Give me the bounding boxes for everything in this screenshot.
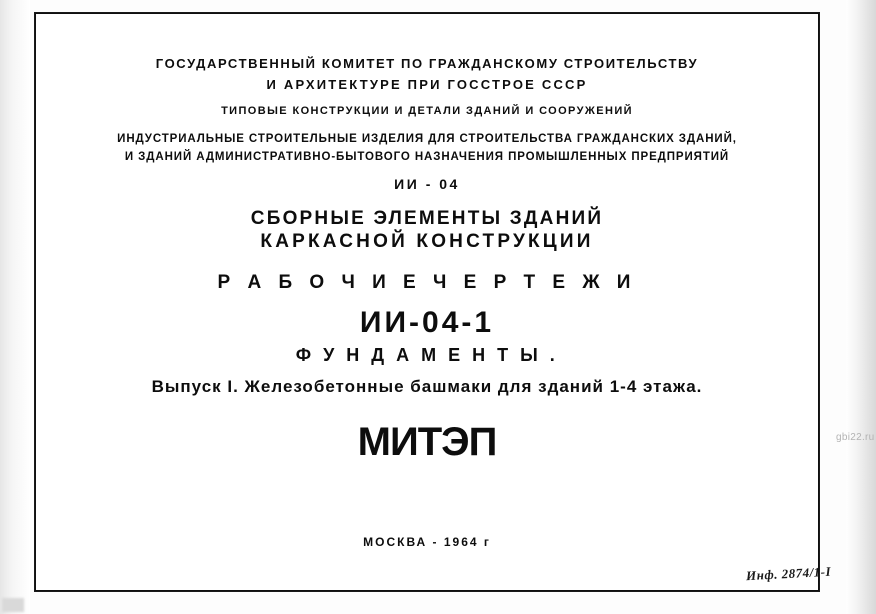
scan-corner-smudge bbox=[2, 598, 24, 612]
series-code: ИИ - 04 bbox=[394, 176, 460, 192]
organization-line-2: И АРХИТЕКТУРЕ ПРИ ГОССТРОЕ СССР bbox=[266, 77, 588, 92]
document-frame bbox=[34, 12, 820, 592]
document-title-line-2: КАРКАСНОЙ КОНСТРУКЦИИ bbox=[260, 231, 594, 252]
section-title: Ф У Н Д А М Е Н Т Ы . bbox=[295, 345, 559, 365]
series-subtitle: ТИПОВЫЕ КОНСТРУКЦИИ И ДЕТАЛИ ЗДАНИЙ И СООРУЖЕНИЙ bbox=[221, 105, 633, 117]
city-year: МОСКВА - 1964 г bbox=[363, 535, 491, 549]
scan-edge-left bbox=[0, 0, 30, 614]
scan-edge-right bbox=[846, 0, 876, 614]
document-title-line-1: СБОРНЫЕ ЭЛЕМЕНТЫ ЗДАНИЙ bbox=[250, 208, 604, 229]
industry-line-2: И ЗДАНИЙ АДМИНИСТРАТИВНО-БЫТОВОГО НАЗНАЧЕНИЯ ПРОМЫШЛЕННЫХ ПРЕДПРИЯТИЙ bbox=[124, 151, 730, 163]
document-mark: ИИ-04-1 bbox=[359, 306, 495, 339]
organization-line-1: ГОСУДАРСТВЕННЫЙ КОМИТЕТ ПО ГРАЖДАНСКОМУ СТРОИТЕЛЬСТВУ bbox=[155, 56, 699, 71]
industry-line-1: ИНДУСТРИАЛЬНЫЕ СТРОИТЕЛЬНЫЕ ИЗДЕЛИЯ ДЛЯ СТРОИТЕЛЬСТВА ГРАЖДАНСКИХ ЗДАНИЙ, bbox=[117, 133, 737, 145]
inventory-stamp: Инф. 2874/1-I bbox=[745, 563, 832, 584]
document-type: Р А Б О Ч И Е Ч Е Р Т Е Ж И bbox=[217, 272, 637, 293]
watermark: gbi22.ru bbox=[836, 432, 875, 443]
issue-line: Выпуск I. Железобетонные башмаки для зданий 1-4 этажа. bbox=[151, 377, 703, 396]
mitep-logo: МИТЭП bbox=[357, 420, 497, 464]
